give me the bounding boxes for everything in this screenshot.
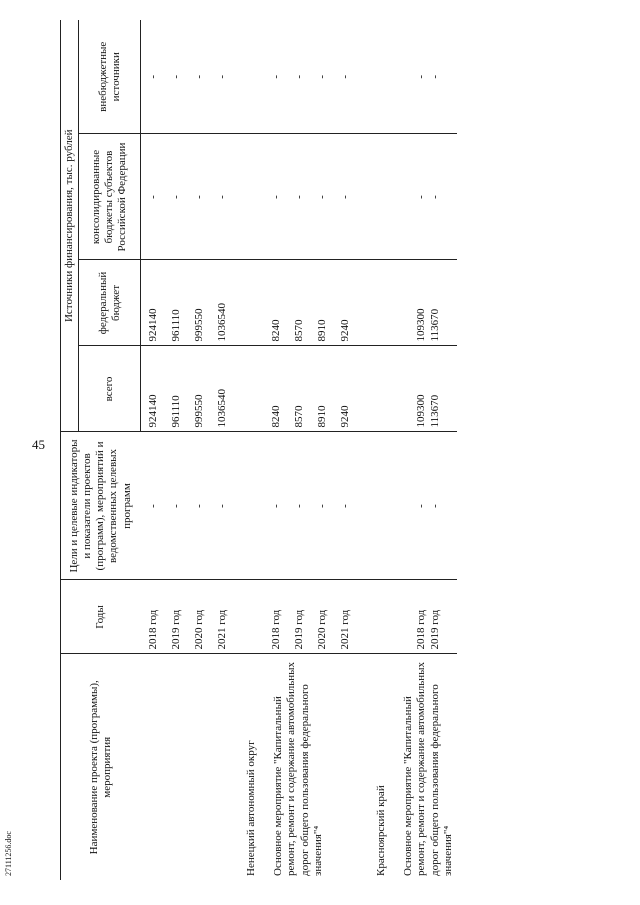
header-sources: Источники финансирования, тыс. рублей [61, 20, 79, 432]
header-years: Годы [61, 580, 141, 654]
table-row: 2018 год - 924140 924140 - - [147, 20, 170, 880]
header-name: Наименование проекта (программы), мероприятия [61, 654, 141, 880]
table-row: 2021 год - 1036540 1036540 - - [216, 20, 239, 880]
table-row: 2021 год - 9240 9240 - - [339, 20, 369, 880]
header-extra: внебюджетные источники [79, 20, 141, 134]
region-name: Красноярский край [375, 785, 388, 876]
table-row: 2020 год - 8910 8910 - - [316, 20, 339, 880]
measure-name: Основное мероприятие "Капитальный ремонт, ремонт и содержание автомобильных дорог общего пользования федерального значения"⁴ [272, 661, 324, 876]
table-row: 2019 год - 8570 8570 - - [293, 20, 316, 880]
header-total: всего [79, 346, 141, 432]
measure-row: Основное мероприятие "Капитальный ремонт, ремонт и содержание автомобильных дорог общего пользования федерального значения"⁴ 2018 год - 109300 109300 - - [400, 20, 428, 880]
measure-row: Основное мероприятие "Капитальный ремонт, ремонт и содержание автомобильных дорог общего пользования федерального значения"⁴ 2018 год - 8240 8240 - - [270, 20, 293, 880]
page-number: 45 [32, 437, 45, 452]
table-row: 2019 год - 961110 961110 - - [170, 20, 193, 880]
region-row [239, 20, 270, 880]
financing-table [60, 20, 457, 880]
header-goals: Цели и целевые индикаторы и показатели проектов (программ), мероприятий и ведомственных целевых программ [61, 432, 141, 580]
rotated-page [60, 20, 610, 880]
region-name: Ненецкий автономный округ [245, 740, 258, 876]
table-row: 2019 год - 113670 113670 - - [429, 20, 457, 880]
region-row [369, 20, 400, 880]
header-regional: консолидированные бюджеты субъектов Российской Федерации [79, 134, 141, 260]
document-code: 27111256.doc [4, 831, 13, 876]
table-row: 2020 год - 999550 999550 - - [193, 20, 216, 880]
measure-name: Основное мероприятие "Капитальный ремонт, ремонт и содержание автомобильных дорог общего пользования федерального значения"⁴ [402, 661, 454, 876]
header-federal: федеральный бюджет [79, 260, 141, 346]
